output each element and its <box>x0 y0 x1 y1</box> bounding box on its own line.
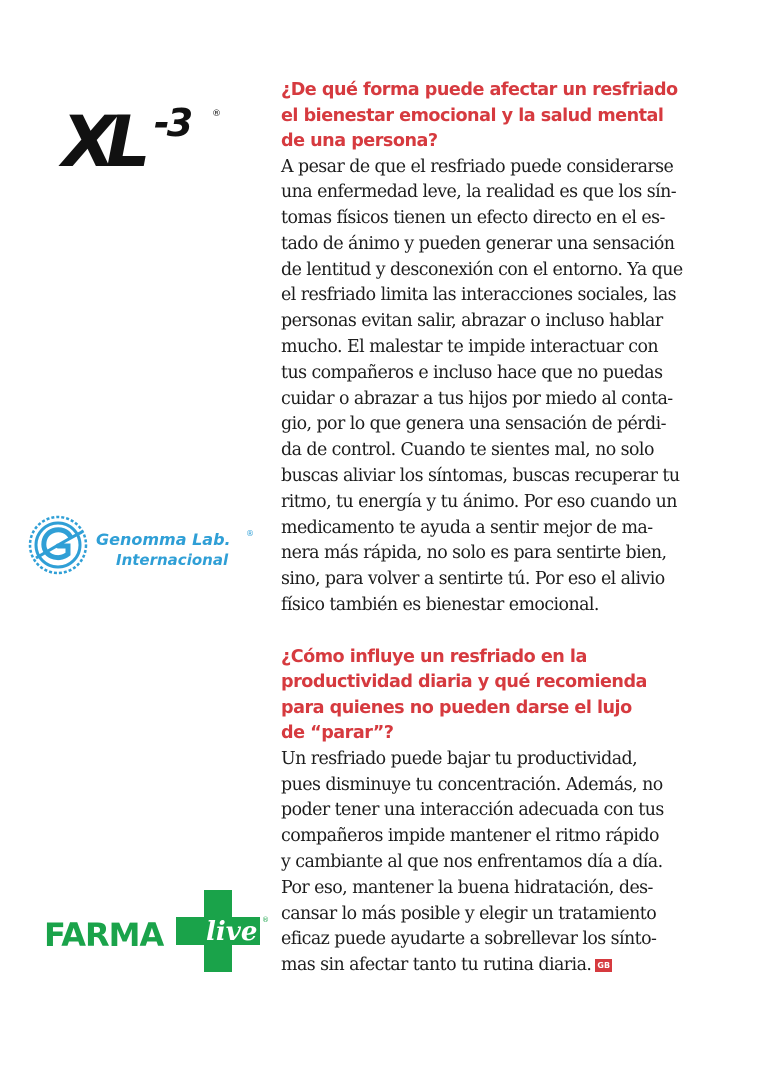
answer-line: cansar lo más posible y elegir un tratamiento <box>281 903 657 924</box>
answer-line: tado de ánimo y pueden generar una sensación <box>281 233 675 254</box>
answer-line: ritmo, tu energía y tu ánimo. Por eso cuando un <box>281 491 677 512</box>
answer-line: eficaz puede ayudarte a sobrellevar los sínto- <box>281 929 657 950</box>
farma-live-logo <box>44 888 270 974</box>
answer-line: gio, por lo que genera una sensación de pérdi- <box>281 414 666 435</box>
answer-line: medicamento te ayuda a sentir mejor de ma- <box>281 517 653 538</box>
question-2 <box>281 645 726 747</box>
xl3-logo-main: XL <box>62 101 141 178</box>
question-line: de “parar”? <box>281 723 394 744</box>
answer-line: mucho. El malestar te impide interactuar con <box>281 337 659 358</box>
answer-line: cuidar o abrazar a tus hijos por miedo al conta- <box>281 388 673 409</box>
question-line: el bienestar emocional y la salud mental <box>281 105 664 126</box>
question-line: de una persona? <box>281 131 438 151</box>
farma-logo-mark: ® <box>262 916 269 924</box>
answer-line: tomas físicos tienen un efecto directo en el es- <box>281 208 665 229</box>
xl3-logo <box>58 88 228 178</box>
article-body <box>281 78 726 979</box>
answer-line-text: mas sin afectar tanto tu rutina diaria. <box>281 955 592 976</box>
answer-line: buscas aliviar los síntomas, buscas recuperar tu <box>281 466 680 487</box>
xl3-logo-superscript: -3 <box>154 101 191 145</box>
genomma-logo-line2: Internacional <box>116 551 229 569</box>
answer-line: da de control. Cuando te sientes mal, no solo <box>281 440 654 461</box>
answer-line: poder tener una interacción adecuada con tus <box>281 800 664 821</box>
answer-line: personas evitan salir, abrazar o incluso hablar <box>281 311 663 332</box>
answer-line: Por eso, mantener la buena hidratación, des- <box>281 877 653 898</box>
answer-line: tus compañeros e incluso hace que no puedas <box>281 362 663 383</box>
section-gap <box>281 619 726 645</box>
xl3-logo-mark: ® <box>212 109 221 119</box>
genomma-lab-logo <box>26 514 266 576</box>
end-badge: GB <box>597 961 611 971</box>
answer-2 <box>281 747 726 979</box>
answer-line: físico también es bienestar emocional. <box>281 595 599 616</box>
question-line: productividad diaria y qué recomienda <box>281 672 647 693</box>
question-line: ¿De qué forma puede afectar un resfriado <box>281 80 678 100</box>
genomma-logo-line1: Genomma Lab. <box>96 530 231 549</box>
farma-logo-word: FARMA <box>44 916 164 954</box>
answer-line: el resfriado limita las interacciones sociales, las <box>281 285 677 306</box>
answer-line: pues disminuye tu concentración. Además, no <box>281 774 663 795</box>
answer-line: compañeros impide mantener el ritmo rápido <box>281 826 659 847</box>
genomma-logo-mark: ® <box>246 529 254 538</box>
genomma-emblem-icon <box>30 517 86 573</box>
answer-line: A pesar de que el resfriado puede considerarse <box>281 156 674 177</box>
answer-line: sino, para volver a sentirte tú. Por eso el alivio <box>281 569 665 590</box>
answer-line: de lentitud y desconexión con el entorno. Ya que <box>281 259 683 280</box>
answer-line-last <box>281 953 726 979</box>
answer-line: nera más rápida, no solo es para sentirte bien, <box>281 543 667 564</box>
question-1 <box>281 78 726 155</box>
answer-line: y cambiante al que nos enfrentamos día a día. <box>281 852 663 873</box>
answer-line: una enfermedad leve, la realidad es que los sín- <box>281 182 677 203</box>
answer-line: Un resfriado puede bajar tu productividad, <box>281 748 638 769</box>
question-line: para quienes no pueden darse el lujo <box>281 697 632 718</box>
answer-1 <box>281 155 726 619</box>
farma-logo-script: live <box>206 917 258 947</box>
question-line: ¿Cómo influye un resfriado en la <box>281 646 587 667</box>
